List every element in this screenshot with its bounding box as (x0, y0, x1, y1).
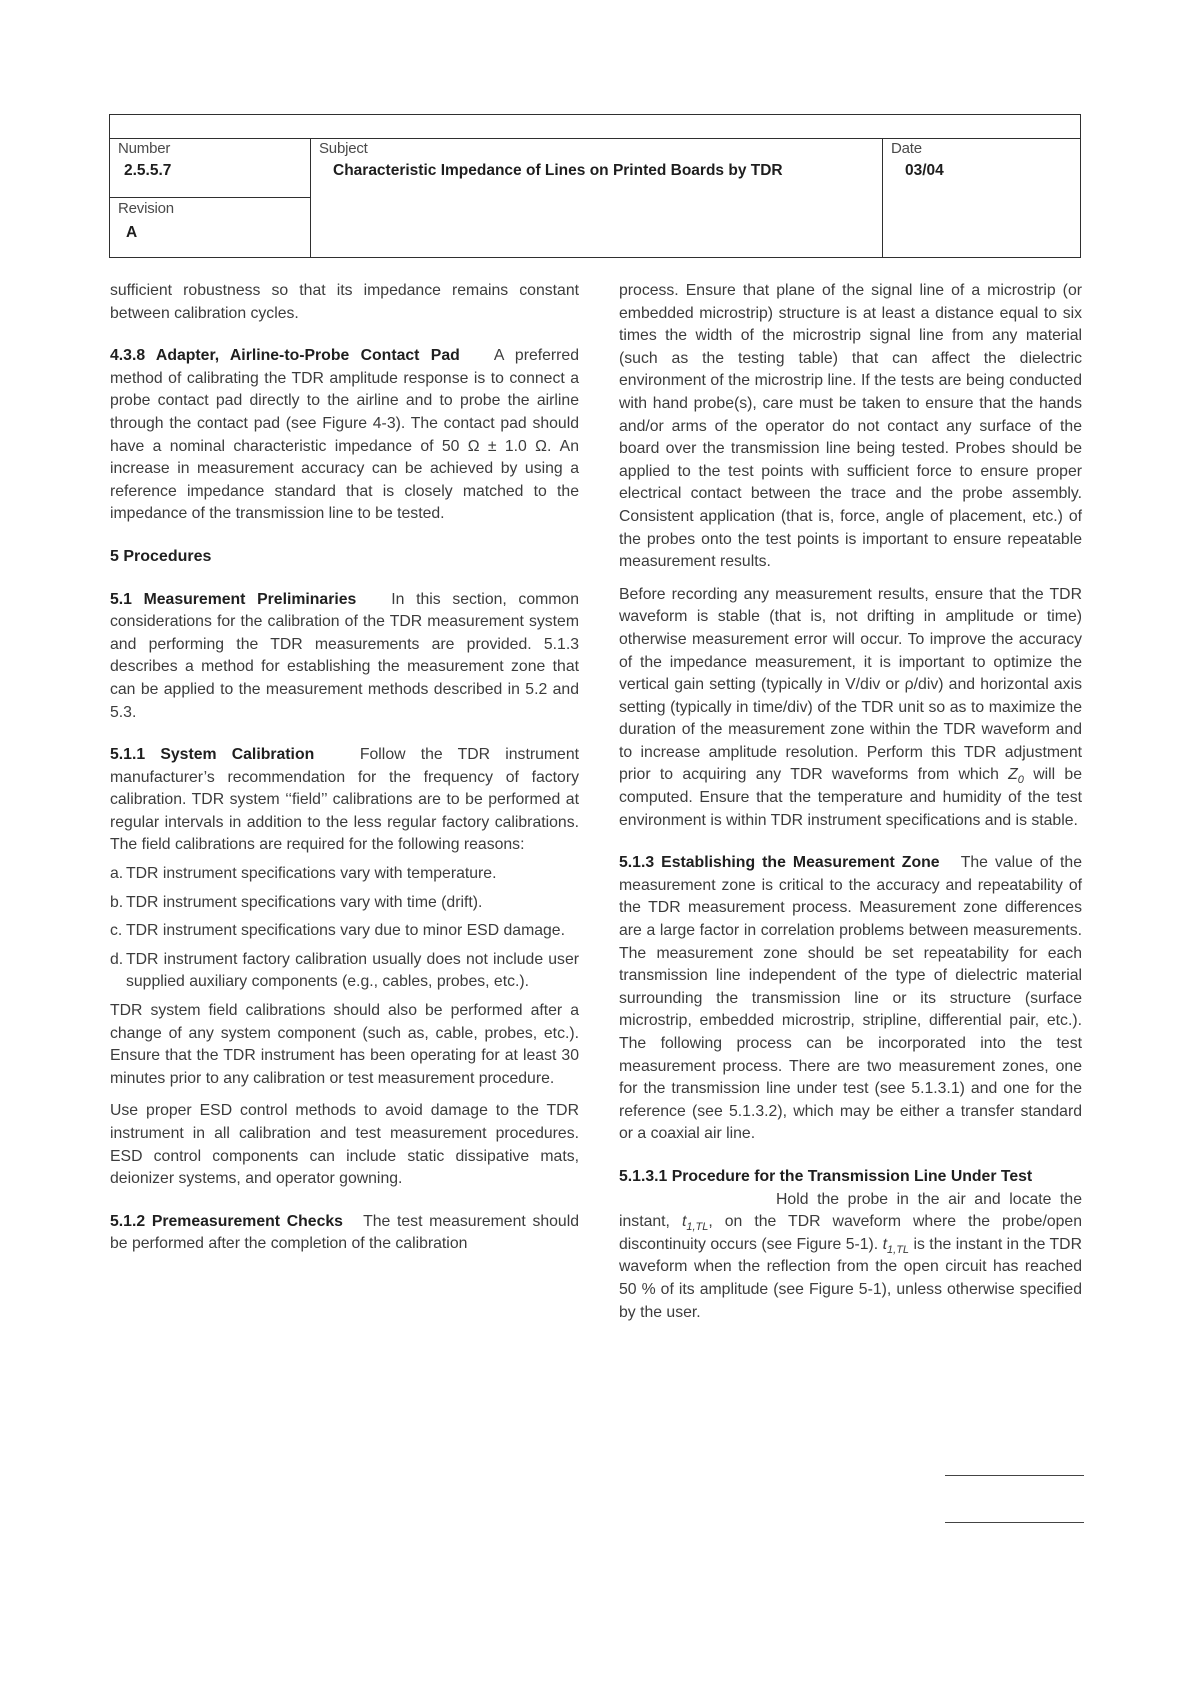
t-letter: t (882, 1235, 888, 1253)
section-5-heading: 5 Procedures (110, 547, 212, 565)
z0-symbol (1008, 766, 1024, 787)
paragraph-before-text-b: will be computed. Ensure that the temperature and humidity of the test environment is within TDR instrument specifications and is stable. (619, 766, 1082, 829)
paragraph-esd: Use proper ESD control methods to avoid damage to the TDR instrument in all calibration and test measurement procedures. ESD control components can include static dissipative mats, deionizer systems, and operator gowning. (110, 1102, 579, 1188)
section-5-1-1-heading: 5.1.1 System Calibration (110, 746, 315, 764)
number-cell (110, 138, 311, 198)
footer-rule-2 (945, 1522, 1084, 1523)
t-letter: t (681, 1213, 687, 1231)
section-4-3-8-heading: 4.3.8 Adapter, Airline-to-Probe Contact Pad (110, 347, 460, 365)
section-5-1-body: In this section, common considerations for the calibration of the TDR measurement system and performing the TDR measurements are provided. 5.1.3 describes a method for establishing the measurement zone that can be applied to the measurement methods described in 5.2 and 5.3. (110, 590, 579, 721)
section-5-1-3 (619, 852, 1082, 1146)
section-5-1-3-body: The value of the measurement zone is critical to the accuracy and repeatability of the TDR measurement process. Measurement zone differences are a large factor in correlation problems between measurements. The measurement zone should be set repeatability for each transmission line independent of the type of dielectric material surrounding the transmission line or its structure (surface microstrip, embedded microstrip, stripline, differential pair, etc.). The following process can be incorporated into the test measurement process. There are two measurement zones, one for the transmission line under test (see 5.1.3.1) and one for the reference (see 5.1.3.2), which may be either a transfer standard or a coaxial air line. (619, 854, 1082, 1143)
section-5-1 (110, 589, 579, 725)
z-subscript: 0 (1017, 774, 1024, 787)
date-label: Date (891, 140, 922, 157)
list-marker: a. (110, 865, 124, 883)
list-marker: c. (110, 922, 123, 940)
s5131-text-c: is the instant in the TDR waveform when the reflection from the open circuit has reached 50 % of its amplitude (see Figure 5-1), unless otherwise specified by the user. (619, 1235, 1082, 1321)
section-5-1-2 (110, 1211, 579, 1256)
document-header-table (109, 114, 1081, 258)
paragraph-field-calibration: TDR system field calibrations should also be performed after a change of any system component (such as, cable, probes, etc.). Ensure that the TDR instrument has been operating for at least 30 minutes prior to any calibration or test measurement procedure. (110, 1002, 579, 1087)
t-subscript: 1,TL (686, 1221, 709, 1234)
list-text: TDR instrument specifications vary due to minor ESD damage. (126, 922, 565, 940)
subject-label: Subject (319, 140, 368, 157)
revision-value: A (126, 224, 138, 241)
section-5-1-1-body: Follow the TDR instrument manufacturer’s recommendation for the frequency of factory calibration. TDR system ‘‘field’’ calibrations are to be performed at regular intervals in addition to the less regular factory calibrations. The field calibrations are required for the following reasons: (110, 746, 579, 854)
date-cell (883, 138, 1079, 257)
list-text: TDR instrument specifications vary with time (drift). (126, 893, 483, 911)
number-value: 2.5.5.7 (124, 162, 172, 179)
subject-value: Characteristic Impedance of Lines on Printed Boards by TDR (333, 162, 783, 179)
section-5-1-2-body: The test measurement should be performed after the completion of the calibration (110, 1212, 580, 1253)
date-value: 03/04 (905, 162, 944, 179)
list-item (110, 920, 579, 943)
list-item (110, 892, 579, 915)
section-5-1-heading: 5.1 Measurement Preliminaries (110, 590, 357, 608)
list-marker: d. (110, 950, 124, 968)
number-label: Number (118, 140, 171, 157)
revision-label: Revision (118, 200, 174, 217)
s5131-text-a: Hold the probe in the air and locate the instant, (619, 1190, 1082, 1231)
z-letter: Z (1008, 766, 1018, 784)
right-column (619, 280, 1082, 1324)
footer-rule-1 (945, 1475, 1084, 1476)
list-marker: b. (110, 893, 124, 911)
section-4-3-8 (110, 345, 579, 526)
list-item (110, 949, 579, 994)
paragraph-intro: sufficient robustness so that its impedance remains constant between calibration cycles. (110, 282, 579, 322)
section-5-1-2-heading: 5.1.2 Premeasurement Checks (110, 1212, 343, 1230)
t-subscript: 1,TL (887, 1243, 910, 1256)
t1tl-symbol (681, 1213, 709, 1234)
list-text: TDR instrument factory calibration usually does not include user supplied auxiliary components (e.g., cables, probes, etc.). (126, 950, 579, 991)
header-top-row (110, 115, 1080, 139)
section-5-1-3-1-heading: 5.1.3.1 Procedure for the Transmission Line Under Test (619, 1167, 1033, 1185)
left-column (110, 280, 579, 1256)
revision-cell (110, 198, 311, 257)
section-5-1-3-1-body (619, 1189, 1082, 1325)
paragraph-before-text-a: Before recording any measurement results, ensure that the TDR waveform is stable (that is, not drifting in amplitude or time) otherwise measurement error will occur. To improve the accuracy of the impedance measurement, it is important to optimize the vertical gain setting (typically in V/div or ρ/div) and horizontal axis setting (typically in time/div) of the TDR unit so as to maximize the duration of the measurement zone within the TDR waveform and to increase amplitude resolution. Perform this TDR adjustment prior to acquiring any TDR waveforms from which (619, 585, 1082, 784)
list-text: TDR instrument specifications vary with temperature. (126, 865, 497, 883)
paragraph-process: process. Ensure that plane of the signal line of a microstrip (or embedded microstrip) structure is at least a distance equal to six times the width of the microstrip signal line from any material (such as the testing table) that can affect the dielectric environment of the microstrip line. If the tests are being conducted with hand probe(s), care must be taken to ensure that the hands and/or arms of the operator do not contact any surface of the board over the transmission line being tested. Probes should be applied to the test points with sufficient force to ensure proper electrical contact between the trace and the probe assembly. Consistent application (that is, force, angle of placement, etc.) of the probes onto the test points is important to ensure repeatable measurement results. (619, 282, 1082, 571)
paragraph-before-recording (619, 584, 1082, 833)
s5131-text-b: , on the TDR waveform where the probe/open discontinuity occurs (see Figure 5-1). (619, 1213, 1082, 1253)
section-5-1-1 (110, 744, 579, 857)
subject-cell (311, 138, 883, 257)
section-4-3-8-body: A preferred method of calibrating the TDR amplitude response is to connect a probe contact pad directly to the airline and to probe the airline through the contact pad (see Figure 4-3). The contact pad should have a nominal characteristic impedance of 50 Ω ± 1.0 Ω. An increase in measurement accuracy can be achieved by using a reference impedance standard that is closely matched to the impedance of the transmission line to be tested. (110, 347, 580, 523)
section-5-1-3-heading: 5.1.3 Establishing the Measurement Zone (619, 854, 940, 872)
list-item (110, 863, 579, 886)
t1tl-symbol (882, 1235, 910, 1256)
